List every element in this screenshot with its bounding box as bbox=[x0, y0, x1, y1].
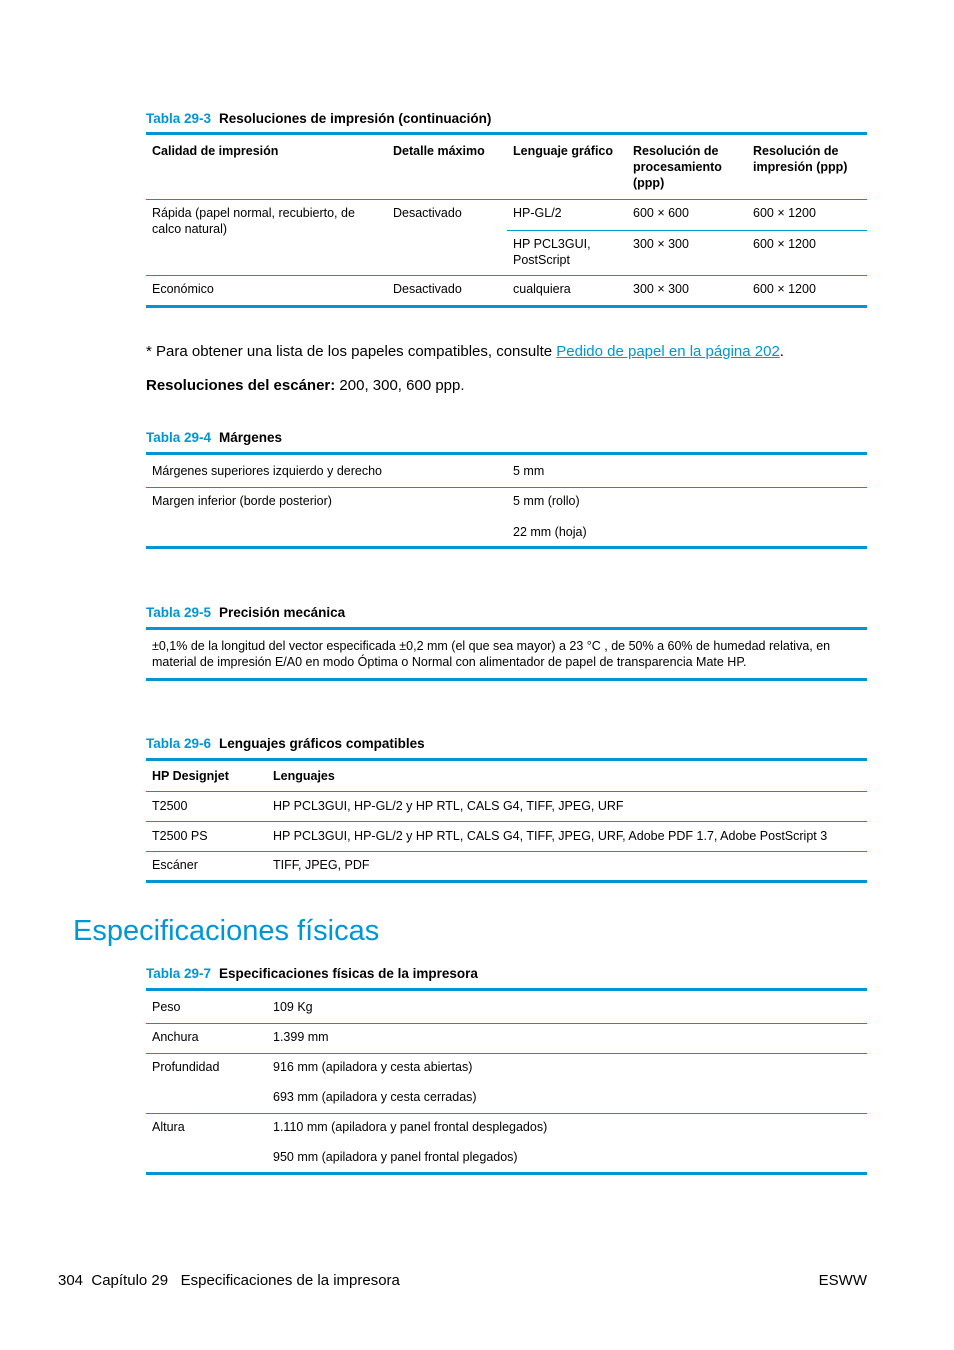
scanner-resolutions-value: 200, 300, 600 ppp. bbox=[335, 377, 465, 394]
page-number: 304 bbox=[58, 1272, 84, 1289]
scanner-resolutions-label: Resoluciones del escáner: bbox=[146, 377, 336, 394]
table-29-7-row-6-value: 950 mm (apiladora y panel frontal plegados) bbox=[273, 1150, 518, 1164]
table-29-6-bottom-rule bbox=[146, 880, 867, 883]
table-29-4-top-rule bbox=[146, 452, 867, 455]
table-29-4-row-1-label: Márgenes superiores izquierdo y derecho bbox=[152, 464, 382, 478]
table-29-6-row-2-languages: HP PCL3GUI, HP-GL/2 y HP RTL, CALS G4, TIFF, JPEG, URF, Adobe PDF 1.7, Adobe PostScript 3 bbox=[273, 829, 828, 843]
table-29-7-caption bbox=[146, 966, 478, 981]
table-29-3-header-processing: Resolución de procesamiento (ppp) bbox=[633, 144, 722, 190]
table-29-7-row-4-value: 693 mm (apiladora y cesta cerradas) bbox=[273, 1090, 477, 1104]
table-29-6-row-1-model: T2500 bbox=[152, 799, 188, 813]
table-29-7-top-rule bbox=[146, 988, 867, 991]
table-29-4-caption bbox=[146, 430, 282, 445]
paper-list-note-prefix: * Para obtener una lista de los papeles compatibles, consulte bbox=[146, 343, 557, 360]
table-29-3-row-2-processing: 300 × 300 bbox=[633, 237, 689, 251]
table-29-7-row-3-label: Profundidad bbox=[152, 1060, 220, 1074]
table-29-3-row-divider bbox=[146, 275, 867, 276]
footer-chapter: Capítulo 29 bbox=[91, 1272, 169, 1289]
table-29-3-row-1-processing: 600 × 600 bbox=[633, 206, 689, 220]
table-29-7-bottom-rule bbox=[146, 1172, 867, 1175]
table-29-6-header-divider bbox=[146, 791, 867, 792]
table-29-6-row-2-model: T2500 PS bbox=[152, 829, 208, 843]
table-29-3-row-1-print: 600 × 1200 bbox=[753, 206, 816, 220]
table-29-6-number: Tabla 29-6 bbox=[146, 736, 212, 751]
table-29-3-row-1-quality: Rápida (papel normal, recubierto, de calco natural) bbox=[152, 206, 355, 236]
table-29-5-text-line-1: ±0,1% de la longitud del vector especificada ±0,2 mm (el que sea mayor) a 23 °C , de 50% a 60% de humedad relativa, en bbox=[152, 639, 831, 653]
table-29-5-caption bbox=[146, 605, 345, 620]
table-29-6-header-model: HP Designjet bbox=[152, 769, 229, 783]
table-29-6-title: Lenguajes gráficos compatibles bbox=[219, 736, 425, 751]
page-footer-left bbox=[58, 1272, 400, 1289]
footer-locale: ESWW bbox=[818, 1272, 867, 1289]
table-29-3-row-2-language: HP PCL3GUI, PostScript bbox=[513, 237, 591, 267]
table-29-3-caption bbox=[146, 111, 491, 126]
table-29-6-header-languages: Lenguajes bbox=[273, 769, 335, 783]
table-29-6-row-divider-2 bbox=[146, 851, 867, 852]
table-29-3-header-divider bbox=[146, 199, 867, 200]
table-29-7-row-5-label: Altura bbox=[152, 1120, 185, 1134]
table-29-3-number: Tabla 29-3 bbox=[146, 111, 212, 126]
table-29-5-top-rule bbox=[146, 627, 867, 630]
table-29-5-bottom-rule bbox=[146, 678, 867, 681]
scanner-resolutions bbox=[146, 377, 465, 394]
paper-order-link[interactable]: Pedido de papel en la página 202 bbox=[556, 343, 780, 360]
table-29-7-row-divider-2 bbox=[146, 1053, 867, 1054]
table-29-4-row-2-label: Margen inferior (borde posterior) bbox=[152, 494, 332, 508]
table-29-7-number: Tabla 29-7 bbox=[146, 966, 212, 981]
table-29-6-row-3-model: Escáner bbox=[152, 858, 198, 872]
table-29-7-row-divider-1 bbox=[146, 1023, 867, 1024]
table-29-5-text-line-2: material de impresión E/A0 en modo Óptima o Normal con alimentador de papel de transparencia Mate HP. bbox=[152, 655, 747, 669]
table-29-3-top-rule bbox=[146, 132, 867, 135]
table-29-3-row-3-processing: 300 × 300 bbox=[633, 282, 689, 296]
table-29-6-row-3-languages: TIFF, JPEG, PDF bbox=[273, 858, 370, 872]
table-29-5-title: Precisión mecánica bbox=[219, 605, 346, 620]
table-29-3-bottom-rule bbox=[146, 305, 867, 308]
table-29-3-header-detail: Detalle máximo bbox=[393, 144, 485, 158]
section-heading: Especificaciones físicas bbox=[73, 915, 380, 947]
table-29-6-row-1-languages: HP PCL3GUI, HP-GL/2 y HP RTL, CALS G4, TIFF, JPEG, URF bbox=[273, 799, 624, 813]
table-29-4-row-divider bbox=[146, 487, 867, 488]
paper-list-note-suffix: . bbox=[779, 343, 784, 360]
table-29-3-row-3-quality: Económico bbox=[152, 282, 214, 296]
table-29-4-number: Tabla 29-4 bbox=[146, 430, 212, 445]
table-29-4-bottom-rule bbox=[146, 546, 867, 549]
table-29-6-row-divider-1 bbox=[146, 821, 867, 822]
table-29-3-header-quality: Calidad de impresión bbox=[152, 144, 279, 158]
footer-chapter-title: Especificaciones de la impresora bbox=[180, 1272, 400, 1289]
table-29-3-header-language: Lenguaje gráfico bbox=[513, 144, 614, 158]
table-29-6-top-rule bbox=[146, 758, 867, 761]
table-29-4-row-1-value: 5 mm bbox=[513, 464, 545, 478]
table-29-4-row-2-value: 5 mm (rollo) bbox=[513, 494, 580, 508]
table-29-3-row-3-language: cualquiera bbox=[513, 282, 571, 296]
table-29-3-row-2-print: 600 × 1200 bbox=[753, 237, 816, 251]
table-29-7-row-2-value: 1.399 mm bbox=[273, 1030, 329, 1044]
table-29-7-row-1-value: 109 Kg bbox=[273, 1000, 313, 1014]
table-29-7-row-1-label: Peso bbox=[152, 1000, 181, 1014]
table-29-3-header-print: Resolución de impresión (ppp) bbox=[753, 144, 848, 174]
table-29-3-row-1-detail: Desactivado bbox=[393, 206, 462, 220]
table-29-3-title: Resoluciones de impresión (continuación) bbox=[219, 111, 492, 126]
table-29-7-row-3-value: 916 mm (apiladora y cesta abiertas) bbox=[273, 1060, 473, 1074]
table-29-3-subrow-divider bbox=[507, 230, 867, 231]
table-29-7-row-2-label: Anchura bbox=[152, 1030, 199, 1044]
table-29-4-row-3-value: 22 mm (hoja) bbox=[513, 525, 587, 539]
table-29-7-title: Especificaciones físicas de la impresora bbox=[219, 966, 478, 981]
table-29-7-row-5-value: 1.110 mm (apiladora y panel frontal desplegados) bbox=[273, 1120, 548, 1134]
table-29-3-row-1-language: HP-GL/2 bbox=[513, 206, 562, 220]
table-29-7-row-divider-3 bbox=[146, 1113, 867, 1114]
table-29-4-title: Márgenes bbox=[219, 430, 283, 445]
table-29-6-caption bbox=[146, 736, 425, 751]
table-29-3-row-3-print: 600 × 1200 bbox=[753, 282, 816, 296]
table-29-5-number: Tabla 29-5 bbox=[146, 605, 212, 620]
paper-list-note bbox=[146, 343, 784, 360]
table-29-3-row-3-detail: Desactivado bbox=[393, 282, 462, 296]
